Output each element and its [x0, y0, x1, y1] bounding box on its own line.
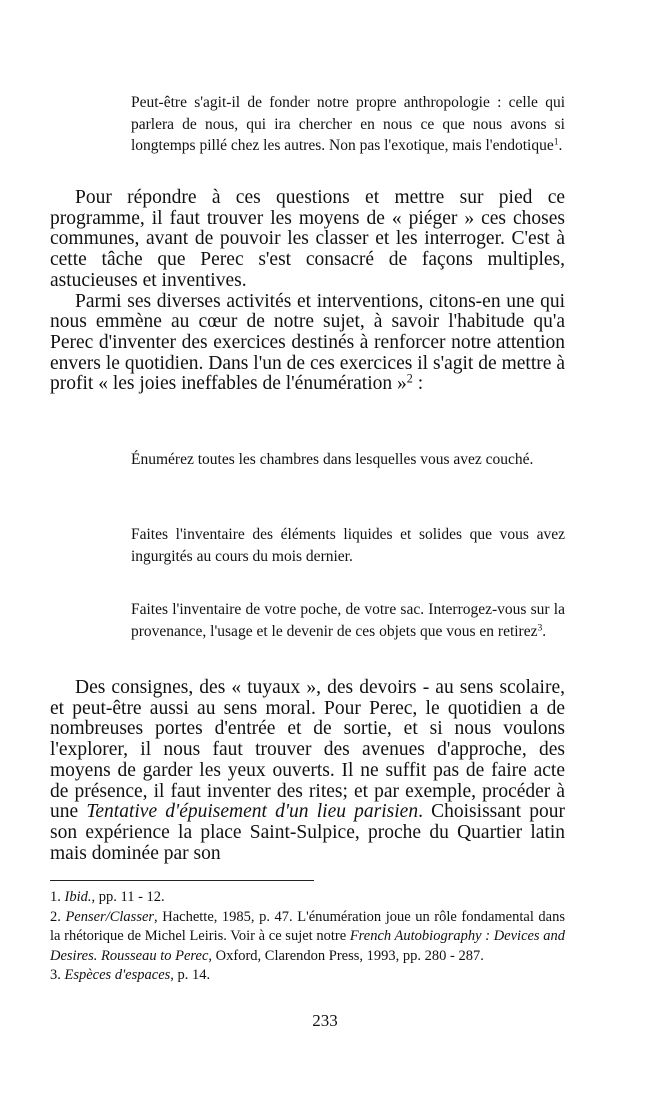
book-title: Tentative d'épuisement d'un lieu parisien: [86, 801, 419, 823]
footnote-number: 1.: [50, 889, 61, 905]
exercise-text: Faites l'inventaire de votre poche, de votre sac. Interrogez-vous sur la provenance, l'usage et le devenir de ces objets que vous en retirez: [131, 601, 565, 640]
footnote-ref-2: 2: [406, 371, 413, 386]
footnote-separator: [50, 880, 314, 881]
exercise-item: [131, 599, 565, 642]
footnote-text: , Hachette, 1985, p. 47. L'énumération joue un rôle fondamental dans la rhétorique de Michel Leiris. Voir à ce sujet notre: [50, 908, 565, 944]
page-number: 233: [312, 1011, 338, 1030]
block-quote-end: .: [558, 137, 563, 154]
paragraph-3: [50, 678, 565, 864]
body-paragraphs-top: [50, 188, 565, 395]
footnotes: [50, 888, 565, 986]
body-paragraphs-bottom: [50, 678, 565, 864]
exercise-item: [131, 449, 565, 471]
footnote-3: [50, 966, 565, 986]
exercise-end: .: [542, 622, 547, 640]
paragraph-1: Pour répondre à ces questions et mettre sur pied ce programme, il faut trouver les moyens de « piéger » ces choses communes, avant de pouvoir les classer et les interroger. C'est à cette tâche que Perec s'est consacré de façons multiples, astucieuses et inventives.: [50, 187, 565, 291]
footnote-ref-1: 1: [553, 136, 559, 148]
footnote-title: Ibid.: [64, 889, 92, 905]
block-quote: [131, 92, 565, 157]
footnote-title: Penser/Classer: [65, 908, 155, 925]
footnote-title: Espèces d'espaces: [64, 967, 171, 983]
footnote-text: , p. 14.: [170, 967, 211, 983]
footnote-ref-3: 3: [537, 622, 543, 634]
footnote-text: , Oxford, Clarendon Press, 1993, pp. 280 - 287.: [208, 947, 484, 964]
paragraph-3-part1: Des consignes, des « tuyaux », des devoirs - au sens scolaire, et peut-être aussi au sens moral. Pour Perec, le quotidien a de nombreuses portes d'entrée et de sortie, et si nous voulons l'explorer, il nous faut trouver des avenues d'approche, des moyens de garder les yeux ouverts. Il ne suffit pas de faire acte de présence, il faut inventer des rites; et par exemple, procéder à une: [50, 677, 565, 823]
paragraph-2-text: Parmi ses diverses activités et interventions, citons-en une qui nous emmène au cœur de notre sujet, à savoir l'habitude qu'a Perec d'inventer des exercices destinés à renforcer notre attention envers le quotidien. Dans l'un de ces exercices il s'agit de mettre à profit « les joies ineffables de l'énumération »: [50, 290, 565, 395]
footnote-2: [50, 908, 565, 967]
exercise-item: [131, 524, 565, 567]
paragraph-3-part2: . Choisissant pour son expérience la place Saint-Sulpice, proche du Quartier latin mais dominée par son: [50, 801, 565, 864]
footnote-number: 2.: [50, 908, 61, 925]
block-quote-text: Peut-être s'agit-il de fonder notre propre anthropologie : celle qui parlera de nous, qui ira chercher en nous ce que nous avons si longtemps pillé chez les autres. Non pas l'exotique, mais l'endotique: [131, 94, 565, 154]
footnote-text: , pp. 11 - 12.: [91, 889, 165, 905]
footnote-1: [50, 888, 565, 908]
footnote-title: French Autobiography : Devices and Desires. Rousseau to Perec: [50, 928, 565, 964]
paragraph-2: [50, 292, 565, 396]
paragraph-2-end: :: [412, 373, 424, 395]
footnote-number: 3.: [50, 967, 61, 983]
exercise-text: Énumérez toutes les chambres dans lesquelles vous avez couché.: [131, 451, 534, 468]
exercise-text: Faites l'inventaire des éléments liquides et solides que vous avez ingurgités au cours du mois dernier.: [131, 526, 565, 565]
